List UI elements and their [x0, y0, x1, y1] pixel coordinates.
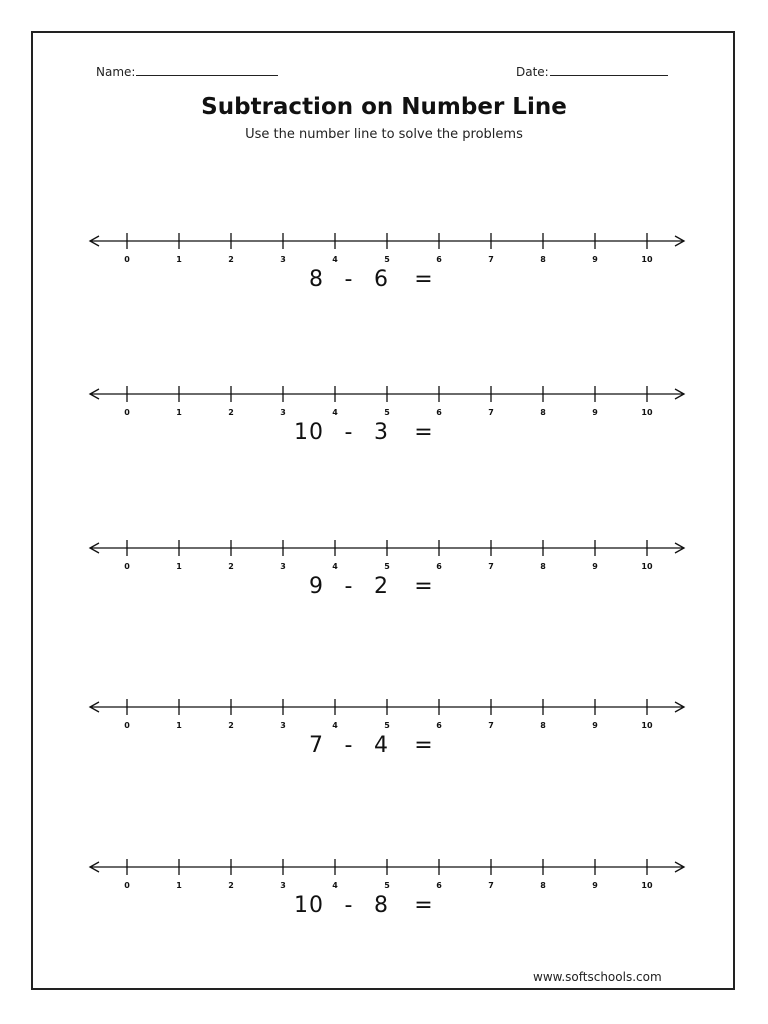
equals-sign: = [414, 574, 434, 599]
tick-label: 1 [176, 562, 182, 571]
tick-label: 8 [540, 721, 546, 730]
tick-label: 9 [592, 255, 598, 264]
page-subtitle: Use the number line to solve the problems [245, 127, 523, 142]
tick-label: 5 [384, 408, 390, 417]
tick-label: 7 [488, 721, 494, 730]
number-line [0, 231, 768, 265]
tick-label: 3 [280, 721, 286, 730]
tick-label: 2 [228, 408, 234, 417]
tick-label: 9 [592, 562, 598, 571]
equation [0, 574, 768, 599]
tick-label: 10 [641, 408, 653, 417]
minus-sign: - [344, 574, 354, 599]
problem-1 [0, 231, 768, 311]
minus-sign: - [344, 893, 354, 918]
tick-label: 6 [436, 255, 442, 264]
minuend: 10 [294, 420, 324, 445]
problem-5 [0, 857, 768, 937]
tick-label: 10 [641, 255, 653, 264]
tick-label: 10 [641, 562, 653, 571]
tick-label: 2 [228, 881, 234, 890]
name-label: Name: [96, 65, 136, 79]
tick-label: 0 [124, 408, 130, 417]
equation [0, 893, 768, 918]
date-field[interactable] [516, 64, 668, 79]
tick-label: 7 [488, 562, 494, 571]
problem-3 [0, 538, 768, 618]
equation [0, 420, 768, 445]
tick-label: 2 [228, 562, 234, 571]
tick-label: 8 [540, 255, 546, 264]
minus-sign: - [344, 267, 354, 292]
tick-label: 1 [176, 881, 182, 890]
minuend: 7 [309, 733, 324, 758]
number-line [0, 857, 768, 891]
subtrahend: 8 [374, 893, 389, 918]
tick-label: 3 [280, 881, 286, 890]
minuend: 9 [309, 574, 324, 599]
tick-label: 10 [641, 721, 653, 730]
tick-label: 10 [641, 881, 653, 890]
tick-label: 4 [332, 721, 338, 730]
equals-sign: = [414, 893, 434, 918]
tick-label: 0 [124, 562, 130, 571]
subtrahend: 2 [374, 574, 389, 599]
subtrahend: 6 [374, 267, 389, 292]
tick-label: 8 [540, 562, 546, 571]
tick-label: 9 [592, 721, 598, 730]
problem-4 [0, 697, 768, 777]
number-line [0, 538, 768, 572]
minus-sign: - [344, 420, 354, 445]
tick-label: 0 [124, 255, 130, 264]
equals-sign: = [414, 733, 434, 758]
minuend: 10 [294, 893, 324, 918]
minuend: 8 [309, 267, 324, 292]
tick-label: 6 [436, 881, 442, 890]
tick-label: 9 [592, 408, 598, 417]
problem-2 [0, 384, 768, 464]
tick-label: 4 [332, 255, 338, 264]
page-title: Subtraction on Number Line [201, 94, 567, 120]
tick-label: 5 [384, 562, 390, 571]
tick-label: 1 [176, 255, 182, 264]
tick-label: 6 [436, 408, 442, 417]
tick-label: 1 [176, 721, 182, 730]
tick-label: 3 [280, 408, 286, 417]
tick-label: 4 [332, 881, 338, 890]
tick-label: 4 [332, 408, 338, 417]
equals-sign: = [414, 267, 434, 292]
tick-label: 2 [228, 721, 234, 730]
tick-label: 7 [488, 881, 494, 890]
tick-label: 0 [124, 881, 130, 890]
tick-label: 0 [124, 721, 130, 730]
subtrahend: 4 [374, 733, 389, 758]
name-field[interactable] [96, 64, 278, 79]
tick-label: 7 [488, 255, 494, 264]
tick-label: 5 [384, 255, 390, 264]
tick-label: 5 [384, 881, 390, 890]
tick-label: 4 [332, 562, 338, 571]
equals-sign: = [414, 420, 434, 445]
tick-label: 7 [488, 408, 494, 417]
date-blank-line[interactable] [550, 64, 668, 76]
tick-label: 5 [384, 721, 390, 730]
worksheet-border [31, 31, 735, 990]
subtrahend: 3 [374, 420, 389, 445]
name-blank-line[interactable] [136, 64, 278, 76]
minus-sign: - [344, 733, 354, 758]
tick-label: 3 [280, 255, 286, 264]
tick-label: 6 [436, 721, 442, 730]
tick-label: 3 [280, 562, 286, 571]
equation [0, 733, 768, 758]
equation [0, 267, 768, 292]
tick-label: 6 [436, 562, 442, 571]
tick-label: 8 [540, 881, 546, 890]
number-line [0, 384, 768, 418]
tick-label: 9 [592, 881, 598, 890]
tick-label: 8 [540, 408, 546, 417]
tick-label: 1 [176, 408, 182, 417]
tick-label: 2 [228, 255, 234, 264]
date-label: Date: [516, 65, 549, 79]
number-line [0, 697, 768, 731]
website-footer: www.softschools.com [533, 970, 662, 984]
